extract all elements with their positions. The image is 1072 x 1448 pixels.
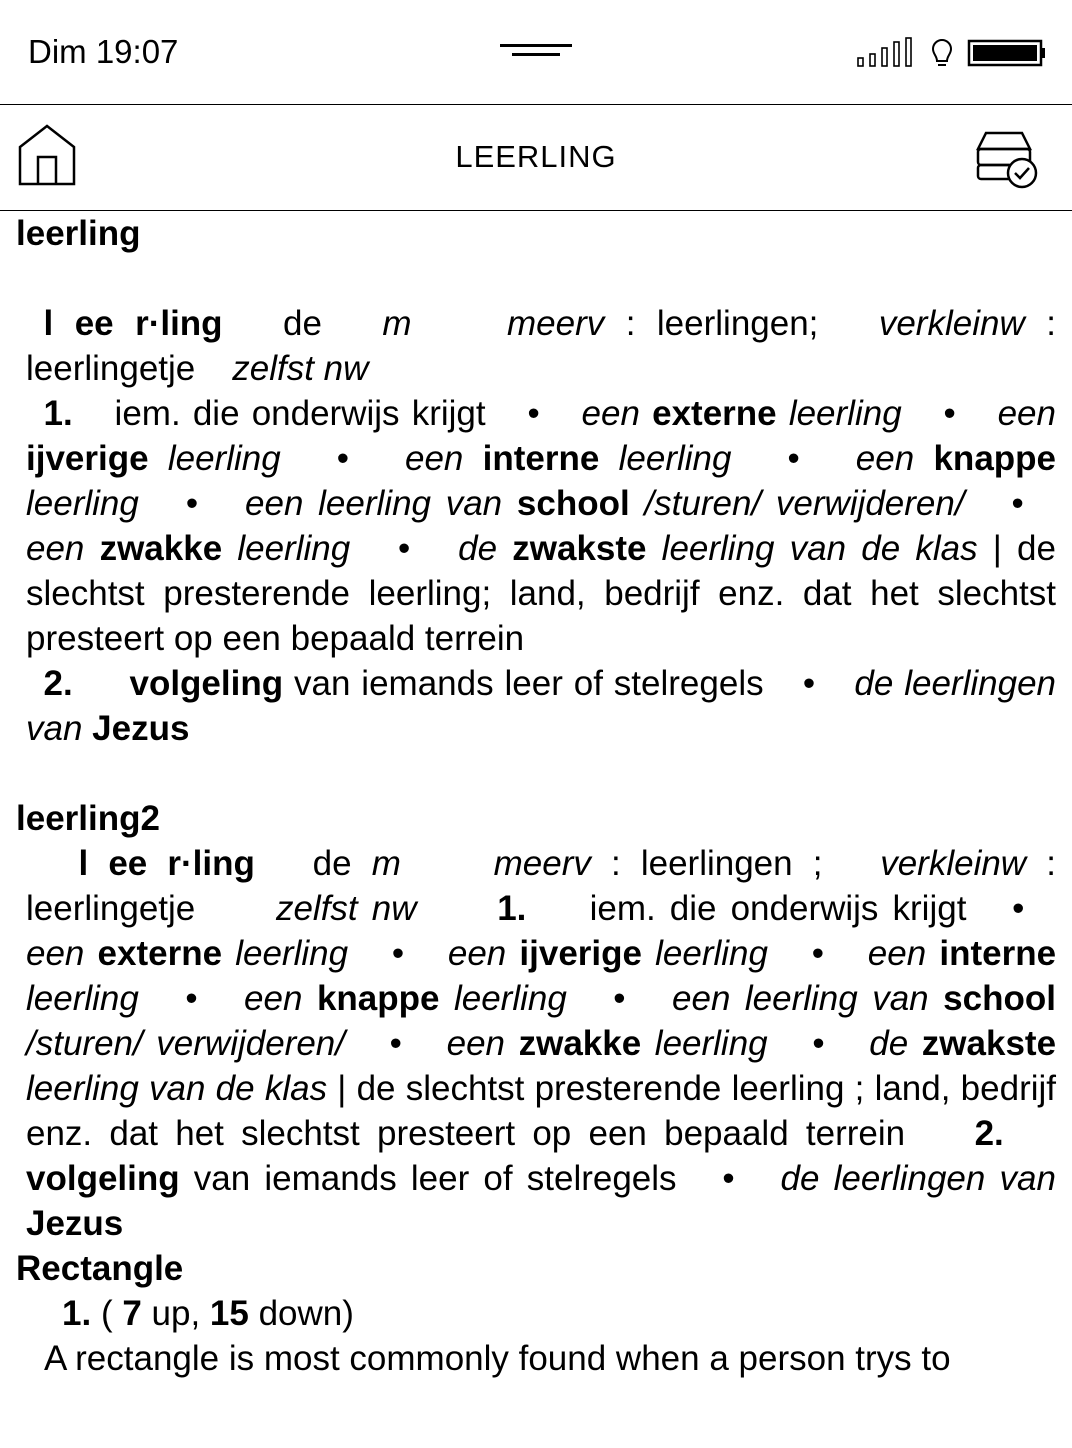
sense-definition: iem. die onderwijs krijgt [114,394,486,433]
example-text: een [447,934,507,973]
entry-headword: Rectangle [16,1249,184,1288]
status-time: Dim 19:07 [28,33,179,70]
sense-definition: iem. die onderwijs krijgt [589,889,967,928]
diminutive-label: verkleinw [878,304,1025,343]
example-text: leerling [788,394,902,433]
example-text: een [446,1024,506,1063]
example-keyword: externe [97,934,223,973]
example-text: de leerlingen van [26,664,1056,748]
sense-term: volgeling [26,1159,180,1198]
article: de [312,844,352,883]
sense-term: volgeling [129,664,284,703]
example-text: de leerlingen van [780,1159,1056,1198]
example-text: leerling [237,529,351,568]
example-text: leerling [654,1024,768,1063]
entry-definition: l ee r·ling de m meerv : leerlingen; verkleinw : leerlingetje zelfst nw 1. iem. die onderwijs krijgt • een externe leerling • een ijverige leerling • een interne leerling • een knappe leerling • een leerling van school /sturen/ verwijderen/ • een zwakke leerling • de zwakste leerling van de klas | de slechtst presterende leerling; land, bedrijf enz. dat het slechtst presteert op een bepaald terrein 2. volgeling van iemands leer of stelregels • de leerlingen van Jezus [26,304,1057,748]
example-text: een [997,394,1056,433]
example-keyword: school [516,484,630,523]
example-definition: | de slechtst presterende leerling ; land, bedrijf enz. dat het slechtst presteert op een bepaald terrein [26,1069,1056,1153]
example-text: een leerling van [245,484,503,523]
example-keyword: zwakke [99,529,223,568]
up-vote-count: 7 [122,1294,142,1333]
plural-form: : leerlingen ; [610,844,823,883]
sense-definition: van iemands leer of stelregels [294,664,764,703]
down-vote-label: down) [258,1294,354,1333]
sense-number: 2. [43,664,73,703]
entry-definition: l ee r·ling de m meerv : leerlingen ; verkleinw : leerlingetje zelfst nw 1. iem. die onderwijs krijgt • een externe leerling • een ijverige leerling • een interne leerling • een knappe leerling • een leerling van school /sturen/ verwijderen/ • een zwakke leerling • de zwakste leerling van de klas | de slechtst presterende leerling ; land, bedrijf enz. dat het slechtst presteert op een bepaald terrein 2. volgeling van iemands leer of stelregels • de leerlingen van Jezus [26,844,1057,1243]
example-keyword: zwakste [512,529,647,568]
entry-definition: A rectangle is most commonly found when a person trys to [44,1339,951,1378]
example-text: een leerling van [672,979,929,1018]
down-vote-count: 15 [209,1294,249,1333]
part-of-speech: zelfst nw [232,349,369,388]
example-text: leerling [235,934,349,973]
example-text: een [867,934,927,973]
vote-summary [0,1291,1072,1336]
example-keyword: interne [939,934,1057,973]
dictionary-content [0,211,1072,1448]
article: de [283,304,322,343]
example-text: leerling [167,439,281,478]
paren-open: ( [100,1294,113,1333]
example-keyword: interne [482,439,600,478]
example-keyword: zwakste [921,1024,1057,1063]
example-keyword: Jezus [26,1204,124,1243]
example-text: leerling [655,934,768,973]
example-keyword: knappe [316,979,440,1018]
example-keyword: knappe [933,439,1057,478]
example-text: leerling van de klas [661,529,978,568]
example-keyword: school [943,979,1056,1018]
top-nav-bar [0,105,1072,211]
plural-label: meerv [493,844,591,883]
plural-form: leerlingen; [656,304,819,343]
example-text: /sturen/ verwijderen/ [644,484,965,523]
pronunciation: l ee r·ling [78,844,255,883]
entry-headword: leerling2 [16,799,160,838]
example-text: een [405,439,464,478]
page-title: LEERLING [455,139,617,174]
example-keyword: zwakke [518,1024,642,1063]
sense-number: 2. [974,1114,1004,1153]
example-text: leerling [618,439,732,478]
sense-definition: van iemands leer of stelregels [193,1159,677,1198]
diminutive-form: leerlingetje [26,349,196,388]
example-keyword: Jezus [92,709,190,748]
example-keyword: ijverige [26,439,149,478]
example-keyword: ijverige [519,934,642,973]
example-text: leerling [453,979,567,1018]
example-text: leerling [26,484,139,523]
gender: m [371,844,401,883]
example-text: een [244,979,303,1018]
sense-number: 1. [43,394,73,433]
example-text: een [26,934,85,973]
plural-label: meerv [506,304,605,343]
example-text: leerling [26,979,139,1018]
diminutive-sep: : [1046,304,1056,343]
diminutive-label: verkleinw [880,844,1027,883]
dictionary-sync-button[interactable] [972,127,1042,191]
lightbulb-icon [933,40,951,65]
example-text: een [855,439,915,478]
plural-sep: : [625,304,636,343]
sense-number: 1. [62,1294,92,1333]
part-of-speech: zelfst nw [275,889,417,928]
menu-handle-icon[interactable] [500,44,572,58]
example-text: /sturen/ verwijderen/ [26,1024,345,1063]
signal-bars-icon [850,36,1050,70]
up-vote-label: up, [151,1294,201,1333]
gender: m [382,304,412,343]
example-text: de [458,529,498,568]
sense-number: 1. [497,889,527,928]
entry-headword: leerling [16,214,141,253]
status-bar [0,0,1072,105]
example-text: de [869,1024,909,1063]
battery-icon [969,41,1045,65]
example-keyword: externe [652,394,777,433]
dictionary-sync-icon [972,127,1042,191]
pronunciation: l ee r·ling [43,304,223,343]
example-text: een [581,394,640,433]
example-text: een [26,529,85,568]
diminutive-form: : leerlingetje [26,844,1056,928]
example-text: leerling van de klas [26,1069,328,1108]
status-icons [850,36,1050,70]
example-definition: | de slechtst presterende leerling; land, bedrijf enz. dat het slechtst presteert op een bepaald terrein [26,529,1056,658]
